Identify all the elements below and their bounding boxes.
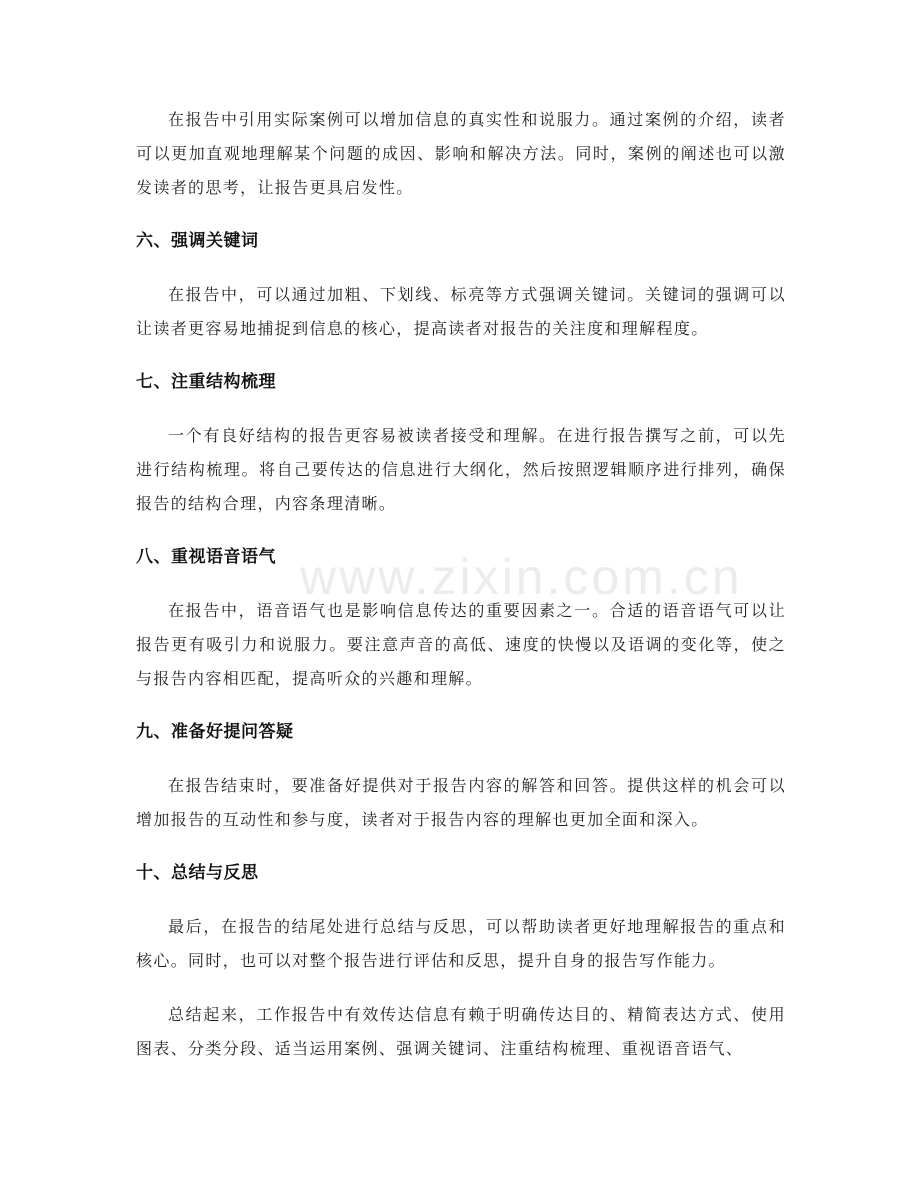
paragraph-6: 在报告中，可以通过加粗、下划线、标亮等方式强调关键词。关键词的强调可以让读者更容易地捕捉到信息的核心，提高读者对报告的关注度和理解程度。 xyxy=(136,285,786,338)
paragraph-summary: 总结起来，工作报告中有效传达信息有赖于明确传达目的、精简表达方式、使用图表、分类分段、适当运用案例、强调关键词、注重结构梳理、重视语音语气、 xyxy=(136,1005,786,1058)
section-heading-9: 九、准备好提问答疑 xyxy=(136,722,294,742)
paragraph-10: 最后，在报告的结尾处进行总结与反思，可以帮助读者更好地理解报告的重点和核心。同时，也可以对整个报告进行评估和反思，提升自身的报告写作能力。 xyxy=(136,917,786,970)
section-heading-7: 七、注重结构梳理 xyxy=(136,372,276,392)
paragraph-cases: 在报告中引用实际案例可以增加信息的真实性和说服力。通过案例的介绍，读者可以更加直观地理解某个问题的成因、影响和解决方法。同时，案例的阐述也可以激发读者的思考，让报告更具启发性。 xyxy=(136,110,786,197)
paragraph-7: 一个有良好结构的报告更容易被读者接受和理解。在进行报告撰写之前，可以先进行结构梳理。将自己要传达的信息进行大纲化，然后按照逻辑顺序进行排列，确保报告的结构合理，内容条理清晰。 xyxy=(136,426,786,513)
section-heading-6: 六、强调关键词 xyxy=(136,231,259,251)
document-body xyxy=(136,103,786,1066)
section-heading-10: 十、总结与反思 xyxy=(136,863,259,883)
section-heading-8: 八、重视语音语气 xyxy=(136,547,276,567)
paragraph-8: 在报告中，语音语气也是影响信息传达的重要因素之一。合适的语音语气可以让报告更有吸引力和说服力。要注意声音的高低、速度的快慢以及语调的变化等，使之与报告内容相匹配，提高听众的兴趣和理解。 xyxy=(136,601,786,688)
watermark: www.zixin.com.cn xyxy=(300,549,743,605)
paragraph-9: 在报告结束时，要准备好提供对于报告内容的解答和回答。提供这样的机会可以增加报告的互动性和参与度，读者对于报告内容的理解也更加全面和深入。 xyxy=(136,776,786,829)
